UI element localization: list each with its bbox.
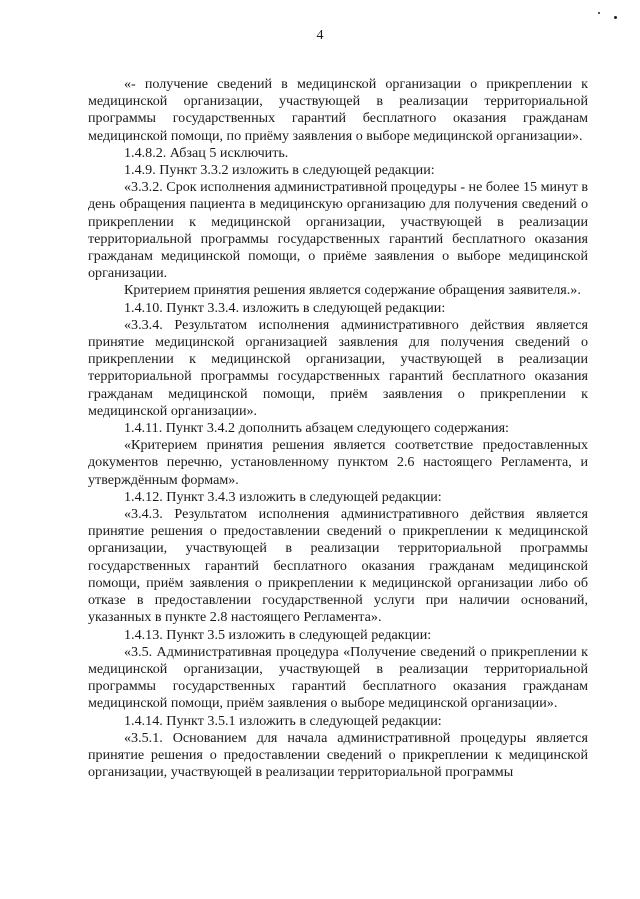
paragraph-1-4-13: 1.4.13. Пункт 3.5 изложить в следующей редакции:: [124, 626, 432, 643]
paragraph-1-4-10: 1.4.10. Пункт 3.3.4. изложить в следующей редакции:: [124, 299, 446, 316]
paragraph-3-3-4: «3.3.4. Результатом исполнения административного действия является принятие медицинской организацией заявления для получения сведений о прикреплении к медицинской организации, участвующей в реализации территориальной программы государственных гарантий бесплатного оказания гражданам медицинской помощи, приём заявления о прикреплении к медицинской организации».: [88, 316, 588, 419]
paragraph-3-4-3: «3.4.3. Результатом исполнения административного действия является принятие решения о предоставлении сведений о прикреплении к медицинской организации, участвующей в реализации территориальной программы государственных гарантий бесплатного оказания гражданам медицинской помощи, приём заявления о прикреплении к медицинской организации либо об отказе в предоставлении государственной услуги при наличии оснований, указанных в пункте 2.8 настоящего Регламента».: [88, 506, 588, 626]
paragraph-criterion: Критерием принятия решения является содержание обращения заявителя.».: [124, 282, 581, 299]
scan-speck: [598, 12, 600, 14]
paragraph-3-5-1: «3.5.1. Основанием для начала административной процедуры является принятие решения о предоставлении сведений о прикреплении к медицинской организации, участвующей в реализации территориальной программы: [88, 729, 588, 781]
paragraph-3-5: «3.5. Административная процедура «Получение сведений о прикреплении к медицинской организации, участвующей в реализации территориальной программы государственных гарантий бесплатного оказания гражданам медицинской помощи, приём заявления о выборе медицинской организации».: [88, 643, 588, 712]
paragraph-1-4-8-2: 1.4.8.2. Абзац 5 исключить.: [124, 144, 289, 161]
paragraph-quote-intro: «- получение сведений в медицинской организации о прикреплении к медицинской организации, участвующей в реализации территориальной программы государственных гарантий бесплатного оказания гражданам медицинской помощи, по приёму заявления о выборе медицинской организации».: [88, 76, 588, 144]
paragraph-1-4-9: 1.4.9. Пункт 3.3.2 изложить в следующей редакции:: [124, 162, 435, 179]
paragraph-1-4-14: 1.4.14. Пункт 3.5.1 изложить в следующей редакции:: [124, 712, 442, 729]
paragraph-1-4-11: 1.4.11. Пункт 3.4.2 дополнить абзацем следующего содержания:: [124, 420, 509, 437]
page-number: 4: [316, 28, 324, 43]
paragraph-criterion-documents: «Критерием принятия решения является соответствие предоставленных документов перечню, установленному пунктом 2.6 настоящего Регламента, и утверждённым формам».: [88, 437, 588, 488]
document-body: [88, 76, 588, 781]
paragraph-1-4-12: 1.4.12. Пункт 3.4.3 изложить в следующей редакции:: [124, 488, 442, 505]
paragraph-3-3-2: «3.3.2. Срок исполнения административной процедуры - не более 15 минут в день обращения пациента в медицинскую организацию для получения сведений о прикреплении к медицинской организации, участвующей в реализации территориальной программы государственных гарантий бесплатного оказания гражданам медицинской помощи, о приёме заявления о выборе медицинской организации.: [88, 179, 588, 282]
scan-speck: [614, 16, 617, 19]
